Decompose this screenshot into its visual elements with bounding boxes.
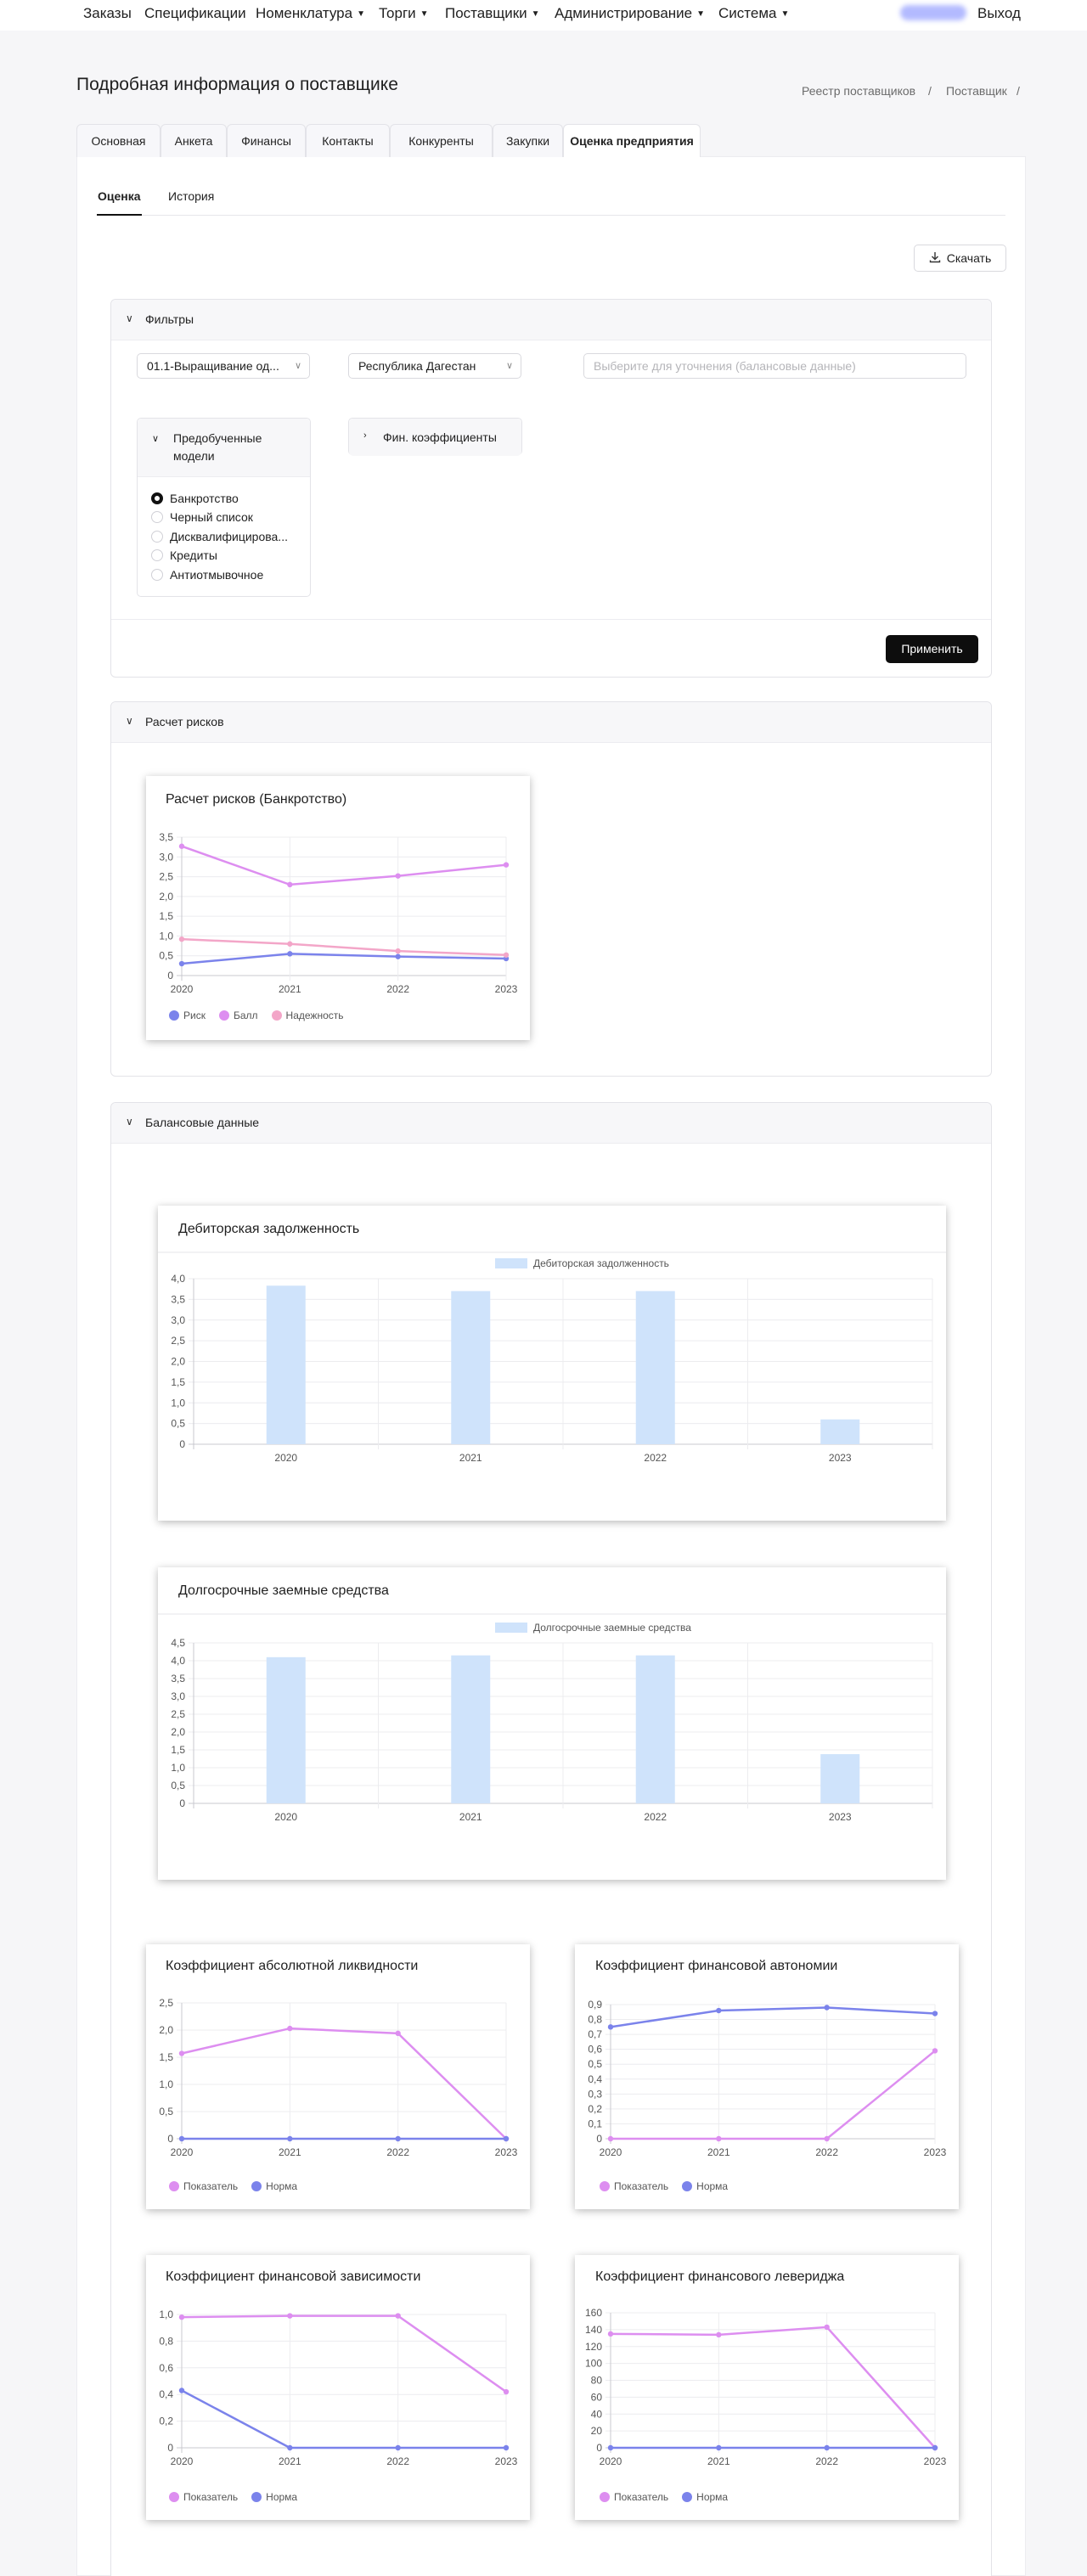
chevron-down-icon: ∨: [126, 1116, 133, 1128]
x-tick-label: 2022: [386, 2146, 410, 2158]
y-tick-label: 0,5: [171, 1417, 185, 1430]
bar-2021: [451, 1656, 490, 1803]
data-point: [824, 2445, 829, 2450]
bar-2022: [636, 1291, 675, 1444]
y-tick-label: 1,0: [159, 2078, 173, 2090]
y-tick-label: 1,5: [171, 1375, 185, 1388]
region-select-value: Республика Дагестан: [358, 359, 476, 373]
download-label: Скачать: [946, 251, 992, 265]
data-point: [824, 2136, 829, 2141]
radio-model-disqualification[interactable]: Дисквалифицирова...: [151, 530, 288, 543]
legend-label: Долгосрочные заемные средства: [533, 1622, 691, 1634]
y-tick-label: 0: [167, 970, 173, 981]
data-point: [608, 2331, 613, 2337]
nav-item-tenders[interactable]: Торги ▼: [379, 5, 429, 21]
y-tick-label: 0: [167, 2442, 173, 2454]
y-tick-label: 2,5: [159, 870, 173, 883]
y-tick-label: 1,5: [171, 1744, 185, 1756]
legend-dot-icon: [169, 2181, 179, 2191]
x-tick-label: 2023: [828, 1452, 852, 1464]
y-tick-label: 0: [596, 2133, 602, 2145]
y-tick-label: 4,5: [171, 1637, 185, 1649]
data-point: [287, 951, 292, 956]
x-tick-label: 2020: [170, 2455, 194, 2467]
legend-dot-icon: [682, 2492, 692, 2502]
data-point: [716, 2332, 721, 2337]
chart-card-receivables: [158, 1206, 946, 1521]
series-line-1: [611, 2008, 935, 2028]
data-point: [287, 2136, 292, 2141]
pretrained-models-header[interactable]: [138, 419, 310, 477]
page-title: Подробная информация о поставщике: [76, 75, 398, 94]
y-tick-label: 80: [590, 2374, 602, 2387]
chart-card-absolute-liquidity: [146, 1944, 530, 2209]
data-point: [395, 2445, 400, 2450]
chevron-down-icon: ∨: [126, 715, 133, 727]
breadcrumb-separator: /: [928, 84, 932, 98]
nav-item-system[interactable]: Система ▼: [718, 5, 790, 21]
y-tick-label: 0,4: [588, 2073, 602, 2085]
radio-empty-icon: [151, 569, 163, 581]
chart-svg: [146, 2255, 530, 2520]
legend-item-norm[interactable]: Норма: [251, 2491, 297, 2503]
legend-item-norm[interactable]: Норма: [251, 2180, 297, 2192]
y-tick-label: 2,0: [171, 1355, 185, 1368]
subtabs-divider: [97, 215, 1005, 216]
caret-down-icon: ▼: [696, 9, 706, 19]
breadcrumb-suppliers-registry[interactable]: Реестр поставщиков: [802, 84, 916, 98]
data-point: [504, 2445, 509, 2450]
filters-header[interactable]: [111, 300, 991, 340]
caret-down-icon: ▼: [420, 9, 429, 19]
y-tick-label: 0,8: [588, 2013, 602, 2026]
chart-legend: [169, 2180, 297, 2192]
radio-model-credits[interactable]: Кредиты: [151, 548, 217, 562]
x-tick-label: 2022: [386, 2455, 410, 2467]
chart-legend: [600, 2180, 728, 2192]
subtab-assessment[interactable]: Оценка: [98, 189, 141, 203]
okved-select[interactable]: [137, 353, 310, 379]
legend-dot-icon: [251, 2492, 262, 2502]
data-point: [932, 2048, 938, 2053]
x-tick-label: 2020: [599, 2455, 622, 2467]
data-point: [179, 2136, 184, 2141]
legend-dot-icon: [169, 1010, 179, 1021]
breadcrumb-supplier[interactable]: Поставщик: [946, 84, 1007, 98]
tab-questionnaire[interactable]: Анкета: [161, 124, 227, 157]
legend-item-risk[interactable]: Риск: [169, 1010, 206, 1021]
x-tick-label: 2020: [599, 2146, 622, 2158]
chart-card-financial-dependence: [146, 2255, 530, 2520]
data-point: [504, 2136, 509, 2141]
logout-link[interactable]: Выход: [977, 5, 1021, 21]
chart-card-risk: [146, 776, 530, 1040]
x-tick-label: 2020: [170, 983, 194, 995]
y-tick-label: 0: [167, 2133, 173, 2145]
filters-divider: [111, 619, 991, 620]
legend-item-norm[interactable]: Норма: [682, 2180, 728, 2192]
y-tick-label: 100: [584, 2357, 602, 2370]
y-tick-label: 0,5: [159, 2106, 173, 2118]
legend-item-norm[interactable]: Норма: [682, 2491, 728, 2503]
x-tick-label: 2021: [278, 983, 301, 995]
y-tick-label: 1,0: [171, 1762, 185, 1774]
x-tick-label: 2021: [459, 1811, 482, 1823]
x-tick-label: 2023: [494, 2455, 518, 2467]
y-tick-label: 4,0: [171, 1655, 185, 1667]
data-point: [395, 953, 400, 959]
data-point: [504, 2389, 509, 2394]
y-tick-label: 0: [179, 1438, 185, 1450]
data-point: [179, 961, 184, 966]
nav-item-nomenclature[interactable]: Номенклатура ▼: [256, 5, 365, 21]
x-tick-label: 2023: [923, 2455, 947, 2467]
legend-label: Дебиторская задолженность: [533, 1257, 669, 1269]
breadcrumb-separator: /: [1017, 84, 1020, 98]
legend-item-indicator[interactable]: Показатель: [169, 2180, 238, 2192]
x-tick-label: 2023: [494, 983, 518, 995]
balance-data-title: Балансовые данные: [145, 1116, 260, 1129]
y-tick-label: 140: [584, 2323, 602, 2336]
pretrained-models-title: Предобученные модели: [173, 431, 262, 463]
x-tick-label: 2023: [494, 2146, 518, 2158]
legend-dot-icon: [251, 2181, 262, 2191]
region-select[interactable]: [348, 353, 521, 379]
x-tick-label: 2022: [644, 1452, 667, 1464]
y-tick-label: 20: [590, 2425, 602, 2438]
data-point: [608, 2024, 613, 2029]
chart-title: Дебиторская задолженность: [178, 1222, 360, 1236]
data-point: [287, 882, 292, 887]
subtab-history[interactable]: История: [168, 189, 215, 203]
chart-svg: [575, 1944, 959, 2209]
legend-item-score[interactable]: Балл: [219, 1010, 258, 1021]
data-point: [179, 2050, 184, 2056]
data-point: [824, 2325, 829, 2330]
download-button[interactable]: [914, 245, 1006, 272]
x-tick-label: 2020: [274, 1452, 298, 1464]
x-tick-label: 2021: [707, 2455, 730, 2467]
bar-2023: [820, 1754, 859, 1803]
y-tick-label: 2,5: [159, 1997, 173, 2009]
legend-dot-icon: [169, 2492, 179, 2502]
y-tick-label: 1,5: [159, 910, 173, 923]
legend-dot-icon: [600, 2181, 610, 2191]
y-tick-label: 0,5: [159, 949, 173, 962]
y-tick-label: 4,0: [171, 1273, 185, 1285]
data-point: [287, 2445, 292, 2450]
series-line-0: [182, 2316, 506, 2392]
data-point: [179, 2388, 184, 2393]
download-icon: [929, 251, 941, 266]
chart-svg: [158, 1567, 946, 1880]
chart-title: Коэффициент финансовой зависимости: [166, 2269, 421, 2284]
y-tick-label: 0,1: [588, 2118, 602, 2130]
y-tick-label: 1,0: [171, 1397, 185, 1409]
active-subtab-indicator: [97, 214, 142, 216]
bar-2023: [820, 1420, 859, 1444]
chart-legend: [169, 2491, 297, 2503]
y-tick-label: 0,9: [588, 1999, 602, 2011]
y-tick-label: 120: [584, 2340, 602, 2353]
data-point: [395, 873, 400, 878]
y-tick-label: 0,8: [159, 2335, 173, 2348]
y-tick-label: 3,5: [171, 1293, 185, 1306]
fin-coefficients-title: Фин. коэффициенты: [383, 430, 497, 444]
radio-empty-icon: [151, 511, 163, 523]
series-line-1: [182, 846, 506, 885]
chart-svg: [146, 1944, 530, 2209]
x-tick-label: 2021: [707, 2146, 730, 2158]
radio-model-blacklist[interactable]: Черный список: [151, 510, 253, 524]
x-tick-label: 2021: [278, 2146, 301, 2158]
y-tick-label: 160: [584, 2307, 602, 2319]
data-point: [824, 2005, 829, 2010]
x-tick-label: 2023: [828, 1811, 852, 1823]
x-tick-label: 2023: [923, 2146, 947, 2158]
y-tick-label: 0,2: [588, 2102, 602, 2115]
y-tick-label: 3,5: [171, 1673, 185, 1685]
x-tick-label: 2020: [170, 2146, 194, 2158]
legend-item-indicator[interactable]: Показатель: [169, 2491, 238, 2503]
balance-data-header[interactable]: [111, 1103, 991, 1144]
data-point: [504, 862, 509, 867]
top-navbar: [0, 0, 1087, 31]
radio-empty-icon: [151, 531, 163, 543]
chevron-down-icon: ∨: [126, 312, 133, 324]
chart-svg: [146, 776, 530, 1040]
y-tick-label: 1,0: [159, 2309, 173, 2320]
data-point: [179, 936, 184, 942]
data-point: [395, 2031, 400, 2036]
y-tick-label: 3,0: [159, 851, 173, 863]
y-tick-label: 3,5: [159, 831, 173, 843]
chart-title: Коэффициент финансового левериджа: [595, 2269, 845, 2284]
x-tick-label: 2022: [815, 2146, 839, 2158]
y-tick-label: 0,5: [171, 1780, 185, 1791]
legend-swatch: [495, 1623, 527, 1633]
bar-2020: [267, 1285, 306, 1444]
y-tick-label: 0: [179, 1797, 185, 1809]
y-tick-label: 0,2: [159, 2415, 173, 2427]
data-point: [395, 948, 400, 953]
data-point: [608, 2445, 613, 2450]
y-tick-label: 2,0: [159, 2024, 173, 2036]
bar-2021: [451, 1291, 490, 1444]
legend-dot-icon: [272, 1010, 282, 1021]
caret-down-icon: ▼: [531, 9, 540, 19]
series-line-0: [182, 2028, 506, 2139]
radio-empty-icon: [151, 549, 163, 561]
series-line-0: [611, 2327, 935, 2448]
balance-data-placeholder: Выберите для уточнения (балансовые данные): [594, 359, 856, 373]
data-point: [932, 2445, 938, 2450]
data-point: [608, 2136, 613, 2141]
apply-button[interactable]: Применить: [886, 635, 978, 663]
y-tick-label: 0,6: [159, 2361, 173, 2374]
data-point: [179, 2314, 184, 2320]
x-tick-label: 2020: [274, 1811, 298, 1823]
bar-2020: [267, 1657, 306, 1803]
nav-item-suppliers[interactable]: Поставщики ▼: [445, 5, 540, 21]
chart-title: Расчет рисков (Банкротство): [166, 792, 347, 807]
y-tick-label: 2,5: [171, 1708, 185, 1720]
legend-item-reliability[interactable]: Надежность: [272, 1010, 344, 1021]
legend-dot-icon: [600, 2492, 610, 2502]
y-tick-label: 0,4: [159, 2388, 173, 2401]
y-tick-label: 3,0: [171, 1690, 185, 1702]
y-tick-label: 60: [590, 2391, 602, 2404]
tab-main[interactable]: Основная: [76, 124, 161, 157]
x-tick-label: 2022: [644, 1811, 667, 1823]
tab-enterprise-assessment[interactable]: Оценка предприятия: [563, 124, 701, 157]
bar-2022: [636, 1656, 675, 1803]
y-tick-label: 40: [590, 2408, 602, 2421]
y-tick-label: 0,7: [588, 2028, 602, 2041]
tab-purchases[interactable]: Закупки: [493, 124, 563, 157]
data-point: [716, 2008, 721, 2013]
chart-title: Долгосрочные заемные средства: [178, 1583, 389, 1598]
data-point: [716, 2136, 721, 2141]
caret-down-icon: ▼: [357, 9, 365, 19]
chart-card-financial-leverage: [575, 2255, 959, 2520]
y-tick-label: 1,5: [159, 2051, 173, 2063]
data-point: [716, 2445, 721, 2450]
legend-swatch: [495, 1258, 527, 1268]
data-point: [179, 844, 184, 849]
data-point: [932, 2011, 938, 2016]
series-line-2: [182, 939, 506, 955]
legend-dot-icon: [682, 2181, 692, 2191]
chevron-right-icon: ›: [363, 430, 367, 441]
filters-title: Фильтры: [145, 312, 194, 326]
chevron-down-icon: ∨: [505, 361, 513, 371]
chevron-down-icon: ∨: [152, 434, 160, 444]
chevron-down-icon: ∨: [294, 361, 301, 371]
tab-finances[interactable]: Финансы: [227, 124, 306, 157]
tab-contacts[interactable]: Контакты: [306, 124, 390, 157]
chart-title: Коэффициент финансовой автономии: [595, 1959, 838, 1973]
y-tick-label: 2,0: [171, 1726, 185, 1738]
radio-selected-icon: [151, 492, 163, 504]
y-tick-label: 3,0: [171, 1313, 185, 1326]
legend-item-indicator[interactable]: Показатель: [600, 2180, 668, 2192]
nav-item-specifications[interactable]: Спецификации: [144, 5, 246, 21]
okved-select-value: 01.1-Выращивание од...: [147, 359, 279, 373]
data-point: [395, 2313, 400, 2318]
risk-calculation-title: Расчет рисков: [145, 715, 224, 728]
x-tick-label: 2021: [459, 1452, 482, 1464]
data-point: [287, 2026, 292, 2031]
y-tick-label: 0,6: [588, 2043, 602, 2056]
data-point: [395, 2136, 400, 2141]
chart-card-long-term-loans: [158, 1567, 946, 1880]
x-tick-label: 2022: [386, 983, 410, 995]
y-tick-label: 0,3: [588, 2088, 602, 2101]
chart-card-financial-autonomy: [575, 1944, 959, 2209]
legend-item-indicator[interactable]: Показатель: [600, 2491, 668, 2503]
caret-down-icon: ▼: [780, 9, 790, 19]
series-line-1: [182, 2390, 506, 2448]
chart-title: Коэффициент абсолютной ликвидности: [166, 1959, 419, 1973]
risk-calculation-header[interactable]: [111, 702, 991, 743]
x-tick-label: 2021: [278, 2455, 301, 2467]
y-tick-label: 2,5: [171, 1335, 185, 1347]
fin-coefficients-header[interactable]: [349, 419, 521, 456]
series-line-0: [182, 953, 506, 964]
x-tick-label: 2022: [815, 2455, 839, 2467]
legend-dot-icon: [219, 1010, 229, 1021]
nav-item-orders[interactable]: Заказы: [83, 5, 132, 21]
balance-data-select[interactable]: [583, 353, 966, 379]
chart-legend: [600, 2491, 728, 2503]
fin-coefficients-panel: [348, 418, 522, 455]
radio-model-antilaundering[interactable]: Антиотмывочное: [151, 568, 263, 582]
tab-competitors[interactable]: Конкуренты: [390, 124, 493, 157]
data-point: [504, 953, 509, 958]
y-tick-label: 1,0: [159, 930, 173, 942]
user-name-blurred[interactable]: [900, 5, 966, 20]
data-point: [287, 2313, 292, 2318]
nav-item-administration[interactable]: Администрирование ▼: [555, 5, 706, 21]
chart-svg: [575, 2255, 959, 2520]
chart-legend: [169, 1010, 344, 1021]
y-tick-label: 2,0: [159, 890, 173, 903]
data-point: [287, 942, 292, 947]
y-tick-label: 0: [596, 2442, 602, 2454]
y-tick-label: 0,5: [588, 2058, 602, 2071]
radio-model-bankruptcy[interactable]: Банкротство: [151, 492, 239, 505]
chart-svg: [158, 1206, 946, 1521]
